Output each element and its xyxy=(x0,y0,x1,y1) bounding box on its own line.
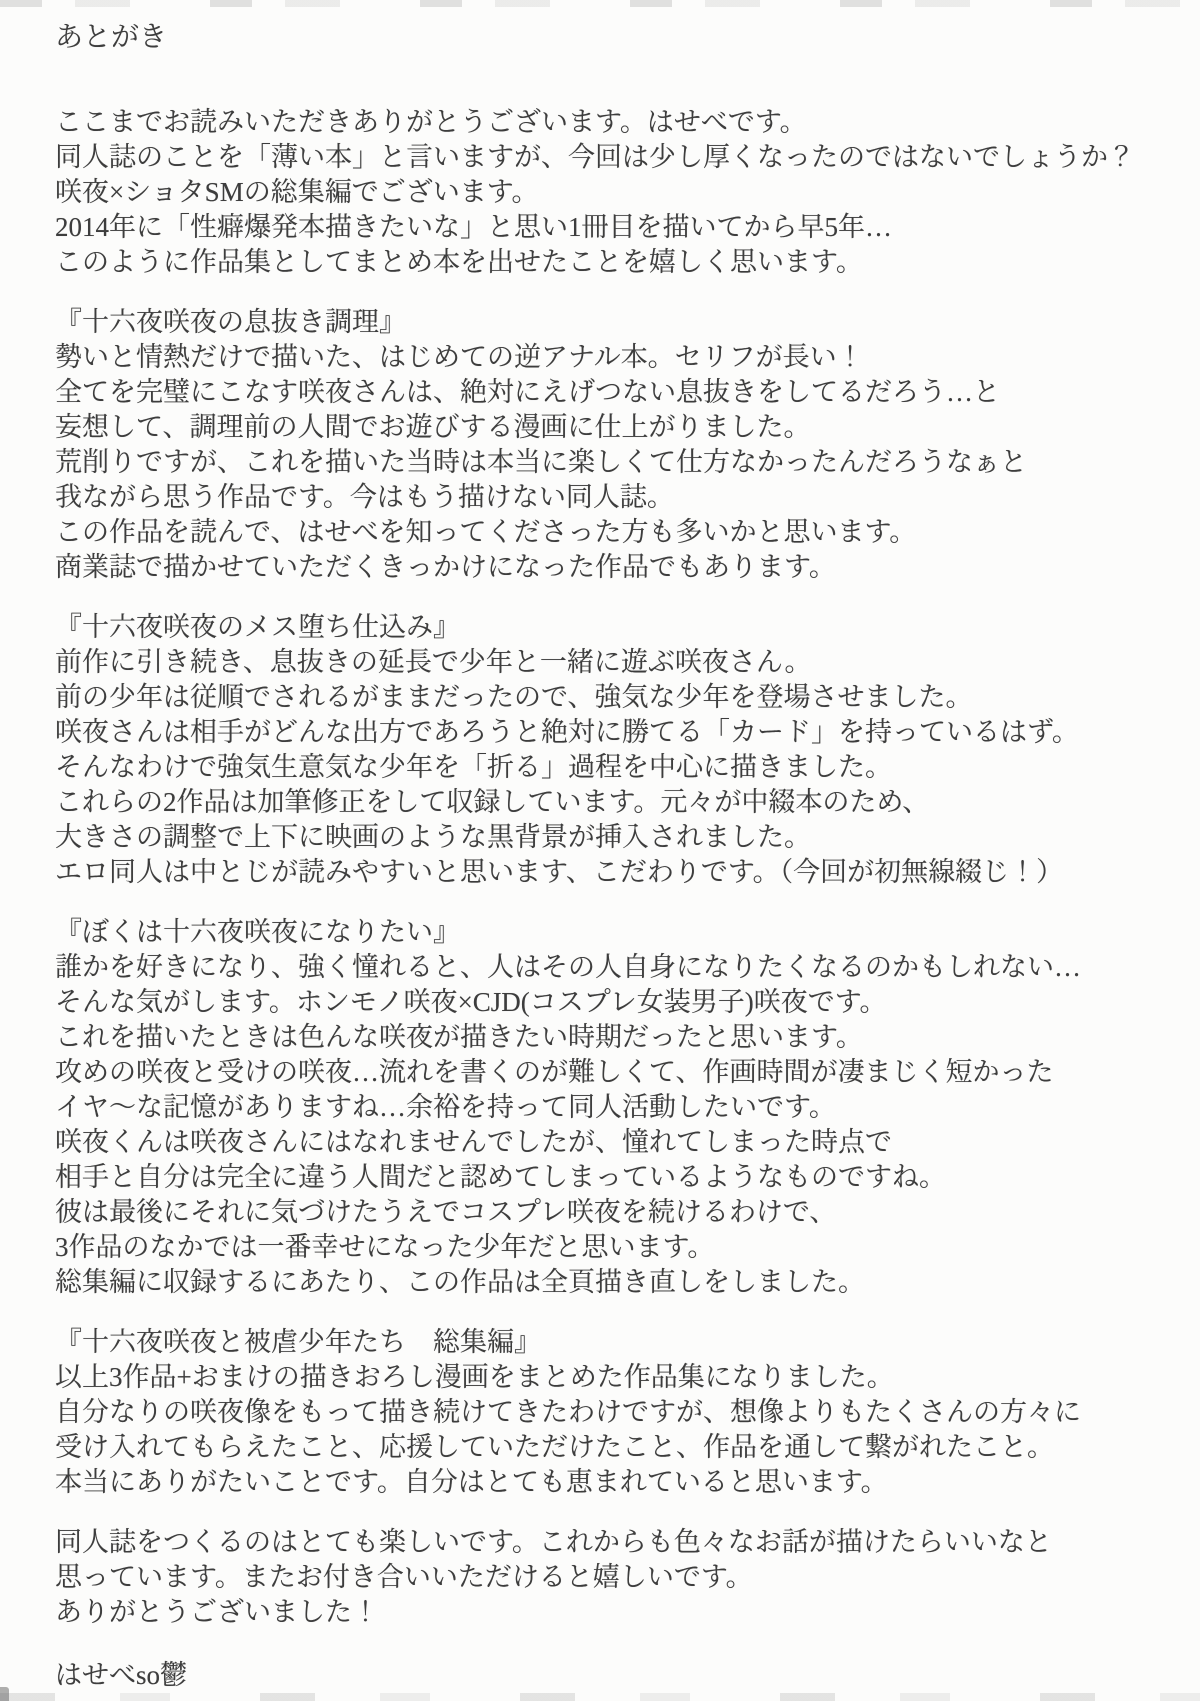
text-line: エロ同人は中とじが読みやすいと思います、こだわりです。（今回が初無線綴じ！） xyxy=(55,857,1064,887)
text-line: ありがとうございました！ xyxy=(55,1597,379,1627)
section-title: 『十六夜咲夜と被虐少年たち 総集編』 xyxy=(55,1327,541,1357)
text-line: 我ながら思う作品です。今はもう描けない同人誌。 xyxy=(55,482,674,512)
text-line: 本当にありがたいことです。自分はとても恵まれていると思います。 xyxy=(55,1467,888,1497)
text-line: 誰かを好きになり、強く憧れると、人はその人自身になりたくなるのかもしれない… xyxy=(55,952,1081,982)
text-line: 攻めの咲夜と受けの咲夜…流れを書くのが難しくて、作画時間が凄まじく短かった xyxy=(55,1057,1054,1087)
section-boku-wa-naritai xyxy=(55,915,1142,1300)
text-line: 咲夜×ショタSMの総集編でございます。 xyxy=(55,177,539,207)
section-soushuuhen xyxy=(55,1325,1142,1500)
text-line: 妄想して、調理前の人間でお遊びする漫画に仕上がりました。 xyxy=(55,412,811,442)
scan-artifact-bottom xyxy=(0,1693,1200,1701)
text-line: 大きさの調整で上下に映画のような黒背景が挿入されました。 xyxy=(55,822,811,852)
section-title: 『十六夜咲夜の息抜き調理』 xyxy=(55,307,406,337)
text-line: このように作品集としてまとめ本を出せたことを嬉しく思います。 xyxy=(55,247,863,277)
text-line: 全てを完璧にこなす咲夜さんは、絶対にえげつない息抜きをしてるだろう…と xyxy=(55,377,1000,407)
intro-paragraph xyxy=(55,105,1142,280)
section-title: 『十六夜咲夜のメス堕ち仕込み』 xyxy=(55,612,460,642)
text-line: 同人誌をつくるのはとても楽しいです。これからも色々なお話が描けたらいいなと xyxy=(55,1527,1052,1557)
page-heading: あとがき xyxy=(55,22,168,53)
section-mesuochi-shikomi xyxy=(55,610,1142,890)
text-line: 総集編に収録するにあたり、この作品は全頁描き直しをしました。 xyxy=(55,1267,865,1297)
text-line: 同人誌のことを「薄い本」と言いますが、今回は少し厚くなったのではないでしょうか？ xyxy=(55,142,1135,172)
section-ikinuki-chouri xyxy=(55,305,1142,585)
text-line: これらの2作品は加筆修正をして収録しています。元々が中綴本のため、 xyxy=(55,787,930,817)
text-line: 受け入れてもらえたこと、応援していただけたこと、作品を通して繋がれたこと。 xyxy=(55,1432,1054,1462)
text-line: ここまでお読みいただきありがとうございます。はせべです。 xyxy=(55,107,807,137)
text-line: この作品を読んで、はせべを知ってくださった方も多いかと思います。 xyxy=(55,517,917,547)
text-line: 咲夜くんは咲夜さんにはなれませんでしたが、憧れてしまった時点で xyxy=(55,1127,892,1157)
text-line: 自分なりの咲夜像をもって描き続けてきたわけですが、想像よりもたくさんの方々に xyxy=(55,1397,1081,1427)
text-line: そんな気がします。ホンモノ咲夜×CJD(コスプレ女装男子)咲夜です。 xyxy=(55,987,887,1017)
text-line: 3作品のなかでは一番幸せになった少年だと思います。 xyxy=(55,1232,715,1262)
text-line: 勢いと情熱だけで描いた、はじめての逆アナル本。セリフが長い！ xyxy=(55,342,864,372)
text-line: 相手と自分は完全に違う人間だと認めてしまっているようなものですね。 xyxy=(55,1162,946,1192)
text-line: イヤ〜な記憶がありますね…余裕を持って同人活動したいです。 xyxy=(55,1092,836,1122)
text-line: 以上3作品+おまけの描きおろし漫画をまとめた作品集になりました。 xyxy=(55,1362,894,1392)
text-line: 商業誌で描かせていただくきっかけになった作品でもあります。 xyxy=(55,552,836,582)
text-line: 咲夜さんは相手がどんな出方であろうと絶対に勝てる「カード」を持っているはず。 xyxy=(55,717,1079,747)
text-line: これを描いたときは色んな咲夜が描きたい時期だったと思います。 xyxy=(55,1022,863,1052)
text-line: 彼は最後にそれに気づけたうえでコスプレ咲夜を続けるわけで、 xyxy=(55,1197,837,1227)
text-line: 思っています。またお付き合いいただけると嬉しいです。 xyxy=(55,1562,753,1592)
scan-artifact-corner xyxy=(0,1687,9,1701)
text-line: 前作に引き続き、息抜きの延長で少年と一緒に遊ぶ咲夜さん。 xyxy=(55,647,812,677)
author-signature: はせべso鬱 xyxy=(55,1660,188,1690)
text-line: そんなわけで強気生意気な少年を「折る」過程を中心に描きました。 xyxy=(55,752,892,782)
text-line: 前の少年は従順でされるがままだったので、強気な少年を登場させました。 xyxy=(55,682,973,712)
section-title: 『ぼくは十六夜咲夜になりたい』 xyxy=(55,917,460,947)
text-line: 荒削りですが、これを描いた当時は本当に楽しくて仕方なかったんだろうなぁと xyxy=(55,447,1027,477)
text-line: 2014年に「性癖爆発本描きたいな」と思い1冊目を描いてから早5年… xyxy=(55,212,892,242)
closing-paragraph xyxy=(55,1525,1142,1630)
